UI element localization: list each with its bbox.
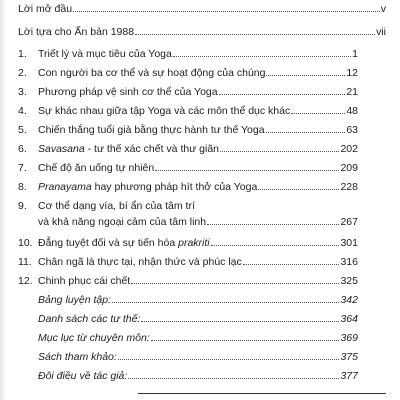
toc-chapter-title: Triết lý và mục tiêu của Yoga: [38, 48, 172, 60]
toc-page-number: 12: [346, 67, 358, 79]
toc-back-title: Mục lục từ chuyên môn:: [38, 332, 150, 344]
page-edge-shadow: [0, 0, 6, 400]
toc-chapter-title: Con người ba cơ thể và sự hoạt động của chúng: [38, 67, 266, 79]
toc-back-title: Bảng luyện tập:: [38, 294, 111, 306]
toc-page-number: 202: [340, 143, 358, 155]
toc-page-number: 63: [346, 124, 358, 136]
toc-chapter-item: [18, 86, 358, 99]
toc-leader: [73, 11, 380, 12]
toc-chapter-number: 2.: [18, 67, 27, 79]
toc-back-item: [38, 370, 358, 383]
toc-chapter-number: 5.: [18, 124, 27, 136]
toc-leader: [155, 170, 339, 171]
toc-chapter-number: 12.: [18, 275, 33, 287]
toc-page-number: 48: [346, 105, 358, 117]
toc-chapter-item: [18, 143, 358, 156]
toc-back-title: Đôi điều về tác giả:: [38, 370, 128, 382]
toc-chapter-item: [18, 181, 358, 194]
toc-chapter-title: Phương pháp vệ sinh cơ thể của Yoga: [38, 86, 218, 98]
toc-page-number: 267: [340, 216, 358, 228]
toc-back-item: [38, 351, 358, 364]
toc-front-item: [18, 26, 386, 39]
toc-chapter-title: Sự khác nhau giữa tập Yoga và các môn thể dục khác: [38, 105, 291, 117]
toc-leader: [219, 94, 346, 95]
toc-chapter-title-term: Pranayama: [38, 181, 92, 193]
toc-chapter-title: Cơ thể dạng vía, bí ẩn của tâm trí: [38, 200, 195, 212]
toc-chapter-number: 4.: [18, 105, 27, 117]
toc-leader: [128, 378, 339, 379]
toc-page-number: 228: [340, 181, 358, 193]
toc-chapter-title: Chân ngã là thực tại, nhận thức và phúc lạc: [38, 256, 242, 268]
toc-leader: [173, 56, 351, 57]
toc-chapter-number: 11.: [18, 256, 32, 268]
toc-leader: [266, 132, 346, 133]
toc-chapter-title: Đẳng tuyệt đối và sự tiến hóa: [38, 237, 179, 249]
toc-leader: [151, 340, 340, 341]
toc-page-number: 209: [340, 162, 358, 174]
toc-leader: [207, 224, 339, 225]
toc-page-number: 325: [340, 275, 358, 287]
toc-chapter-item: [18, 237, 358, 250]
toc-page-number: 301: [340, 237, 358, 249]
toc-leader: [258, 189, 339, 190]
toc-back-item: [38, 313, 358, 326]
toc-page-number: 377: [340, 370, 358, 382]
toc-chapter-title-term: Savasana: [38, 143, 85, 155]
toc-chapter-item: [18, 124, 358, 137]
toc-leader: [118, 359, 340, 360]
toc-chapter-item: [18, 105, 358, 118]
toc-leader: [243, 264, 340, 265]
toc-chapter-title-term: prakriti: [178, 237, 210, 249]
toc-chapter-number: 10.: [18, 237, 33, 249]
toc-chapter-item: [18, 200, 358, 213]
toc-page-number: 369: [340, 332, 358, 344]
toc-chapter-number: 3.: [18, 86, 27, 98]
toc-chapter-title: - tư thế xác chết và thư giãn: [84, 143, 219, 155]
toc-back-item: [38, 332, 358, 345]
toc-leader: [266, 75, 345, 76]
toc-chapter-title-line2: và khả năng ngoại cảm của tâm linh: [38, 216, 207, 228]
toc-chapter-item: [18, 48, 358, 61]
toc-leader: [112, 302, 339, 303]
toc-back-title: Sách tham khảo:: [38, 351, 117, 363]
toc-page-number: 375: [340, 351, 358, 363]
toc-front-title: Lời tựa cho Ấn bản 1988: [18, 26, 135, 38]
toc-page-number: 21: [346, 86, 358, 98]
toc-chapter-number: 9.: [18, 200, 27, 212]
toc-chapter-item: [18, 256, 358, 269]
toc-leader: [211, 245, 340, 246]
toc-page-number: v: [380, 3, 386, 15]
toc-page-number: vii: [376, 26, 386, 38]
toc-leader: [135, 34, 375, 35]
bottom-rule: [138, 393, 386, 394]
toc-chapter-item: [18, 162, 358, 175]
toc-chapter-item: [18, 275, 358, 288]
toc-chapter-number: 8.: [18, 181, 27, 193]
toc-chapter-number: 1.: [18, 48, 27, 60]
toc-page-number: 316: [340, 256, 358, 268]
toc-back-item: [38, 294, 358, 307]
toc-leader: [220, 151, 339, 152]
toc-leader: [141, 321, 339, 322]
toc-page-number: 342: [340, 294, 358, 306]
toc-front-item: [18, 3, 386, 16]
toc-front-title: Lời mở đầu: [18, 3, 73, 15]
toc-page-number: 364: [340, 313, 358, 325]
toc-leader: [291, 113, 345, 114]
toc-chapter-number: 7.: [18, 162, 27, 174]
toc-chapter-item: [18, 67, 358, 80]
toc-chapter-title: Chế độ ăn uống tự nhiên: [38, 162, 155, 174]
toc-leader: [131, 283, 339, 284]
toc-chapter-title: Chinh phục cái chết: [38, 275, 131, 287]
toc-chapter-title: hay phương pháp hít thở của Yoga: [91, 181, 258, 193]
toc-chapter-title: Chiến thắng tuổi già bằng thực hành tư thế Yoga: [38, 124, 265, 136]
toc-chapter-item-continued: [38, 216, 358, 229]
toc-back-title: Danh sách các tư thế:: [38, 313, 141, 325]
toc-chapter-number: 6.: [18, 143, 27, 155]
toc-page-number: 1: [352, 48, 358, 60]
